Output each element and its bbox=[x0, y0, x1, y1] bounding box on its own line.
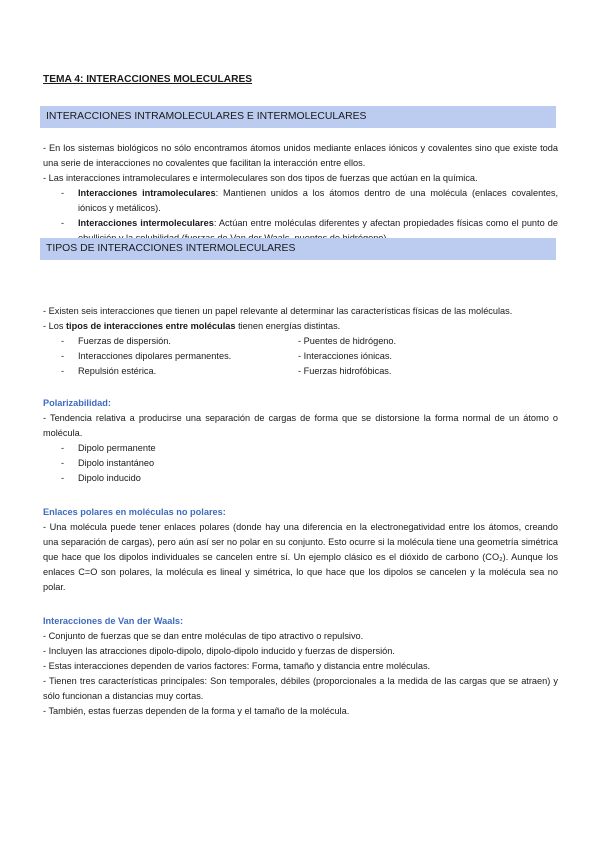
section-tipos-content bbox=[43, 304, 558, 379]
section-heading-intra-inter: INTERACCIONES INTRAMOLECULARES E INTERMOLECULARES bbox=[40, 106, 556, 128]
emphasis: tipos de interacciones entre moléculas bbox=[65, 321, 236, 331]
list-item: - Repulsión estérica. bbox=[61, 366, 157, 376]
document-title: TEMA 4: INTERACCIONES MOLECULARES bbox=[43, 74, 253, 85]
subsection-title: Enlaces polares en moléculas no polares: bbox=[43, 507, 226, 517]
section-van-der-waals bbox=[43, 614, 558, 719]
paragraph: - En los sistemas biológicos no sólo encontramos átomos unidos mediante enlaces iónicos y covalentes sino que existe toda una serie de interacciones no covalentes que facilitan la interacción entre ellos. bbox=[43, 143, 558, 168]
types-left-column bbox=[43, 334, 298, 379]
term: Interacciones intermoleculares bbox=[78, 218, 214, 228]
list-item bbox=[43, 186, 558, 216]
paragraph: - También, estas fuerzas dependen de la forma y el tamaño de la molécula. bbox=[43, 706, 350, 716]
paragraph: - Conjunto de fuerzas que se dan entre moléculas de tipo atractivo o repulsivo. bbox=[43, 631, 364, 641]
list-item: - Puentes de hidrógeno. bbox=[298, 336, 397, 346]
list-item: - Interacciones dipolares permanentes. bbox=[61, 351, 232, 361]
list-item: - Fuerzas hidrofóbicas. bbox=[298, 366, 392, 376]
list-item: - Dipolo permanente bbox=[61, 443, 156, 453]
paragraph: - Los tipos de interacciones entre moléculas tienen energías distintas. bbox=[43, 321, 341, 331]
section-heading-tipos: TIPOS DE INTERACCIONES INTERMOLECULARES bbox=[40, 238, 556, 260]
list-item: - Dipolo inducido bbox=[61, 473, 141, 483]
paragraph: - Incluyen las atracciones dipolo-dipolo, dipolo-dipolo inducido y fuerzas de dispersión. bbox=[43, 646, 395, 656]
types-right-column bbox=[298, 334, 396, 379]
paragraph: - Existen seis interacciones que tienen un papel relevante al determinar las características físicas de las moléculas. bbox=[43, 306, 513, 316]
section-polarizabilidad bbox=[43, 396, 558, 486]
dash-bullet: - bbox=[61, 188, 65, 198]
section-intra-inter-content bbox=[43, 141, 558, 246]
types-list bbox=[43, 334, 558, 379]
definition: : Mantienen unidos a los átomos dentro de una molécula (enlaces covalentes, iónicos y metálicos). bbox=[78, 188, 558, 213]
definition: : Actúan entre moléculas diferentes y afectan propiedades físicas como el punto de bbox=[213, 218, 558, 228]
subsection-title: Polarizabilidad: bbox=[43, 398, 111, 408]
paragraph: - Tendencia relativa a producirse una separación de cargas de forma que se distorsione la forma normal de un átomo o molécula. bbox=[43, 413, 558, 438]
subsection-title: Interacciones de Van der Waals: bbox=[43, 616, 184, 626]
dash-bullet: - bbox=[61, 218, 65, 228]
paragraph: - Estas interacciones dependen de varios factores: Forma, tamaño y distancia entre moléculas. bbox=[43, 661, 431, 671]
paragraph: - Una molécula puede tener enlaces polares (donde hay una diferencia en la electronegatividad entre los átomos, creando una separación de cargas), pero aún así ser no polar en su conjunto. Esto ocurre si la molécula tiene una geometría simétrica que hace que los dipolos individuales se cancelen entre sí. Un ejemplo clásico es el dióxido de carbono (CO₂). Aunque los enlaces C=O son polares, la molécula es lineal y simétrica, lo que hace que los dipolos se cancelen y la molécula sea no polar. bbox=[43, 522, 558, 592]
section-enlaces-polares bbox=[43, 505, 558, 595]
list-item: - Interacciones iónicas. bbox=[298, 351, 392, 361]
paragraph: - Tienen tres características principales: Son temporales, débiles (proporcionales a la medida de las cargas que se atraen) y sólo funcionan a distancias muy cortas. bbox=[43, 676, 558, 701]
list-item: - Fuerzas de dispersión. bbox=[61, 336, 171, 346]
paragraph: - Las interacciones intramoleculares e intermoleculares son dos tipos de fuerzas que actúan en la química. bbox=[43, 173, 478, 183]
list-item: - Dipolo instantáneo bbox=[61, 458, 155, 468]
term: Interacciones intramoleculares bbox=[78, 188, 216, 198]
